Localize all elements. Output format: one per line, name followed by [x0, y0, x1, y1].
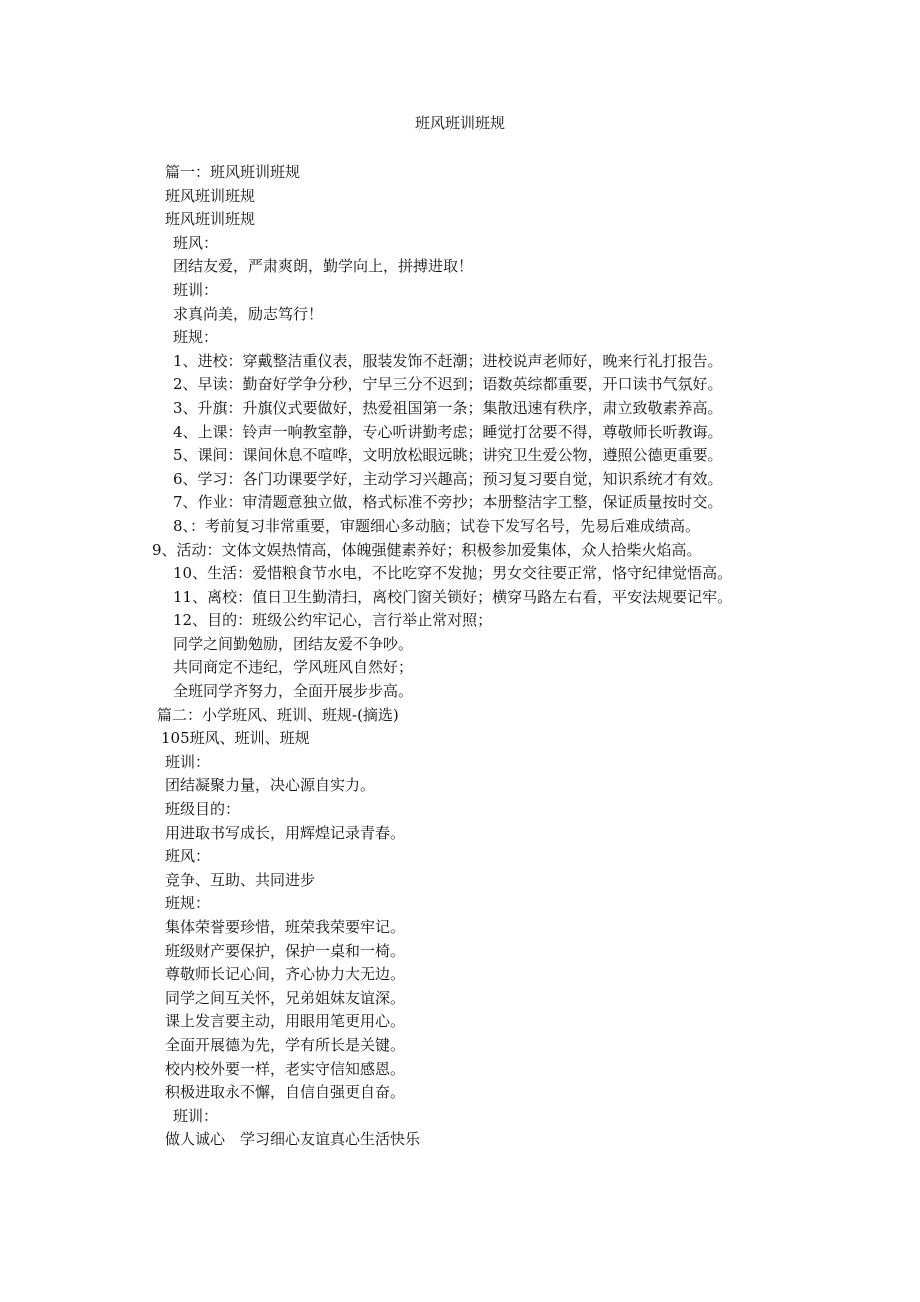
rule-item: 9、活动：文体文娱热情高，体魄强健素养好；积极参加爱集体，众人拾柴火焰高。: [152, 540, 702, 559]
rule-item: 全面开展德为先，学有所长是关键。: [165, 1035, 406, 1054]
rule-item: 集体荣誉要珍惜，班荣我荣要牢记。: [165, 918, 406, 936]
text-line: 班训：: [165, 752, 211, 771]
text-line: 同学之间勤勉励，团结友爱不争吵。: [173, 634, 414, 653]
rule-item: 校内校外要一样，老实守信知感恩。: [165, 1059, 406, 1078]
document-body: [0, 161, 920, 1152]
rule-item: 2、早读：勤奋好学争分秒，宁早三分不迟到；语数英综都重要，开口读书气氛好。: [173, 375, 723, 394]
rule-item: 7、作业：审清题意独立做，格式标准不旁抄；本册整洁字工整，保证质量按时交。: [173, 493, 723, 512]
text-line: 班风：: [165, 847, 211, 866]
text-line: 班风：: [173, 233, 219, 252]
rule-item: 尊敬师长记心间，齐心协力大无边。: [165, 965, 406, 984]
rule-item: 同学之间互关怀，兄弟姐妹友谊深。: [165, 988, 406, 1007]
rule-item: 课上发言要主动，用眼用笔更用心。: [165, 1012, 406, 1031]
text-line: 班风班训班规: [165, 210, 256, 229]
rule-item: 3、升旗：升旗仪式要做好，热爱祖国第一条；集散迅速有秩序，肃立致敬素养高。: [173, 398, 723, 417]
text-line: 做人诚心 学习细心友谊真心生活快乐: [165, 1130, 421, 1149]
section-heading: 篇二：小学班风、班训、班规-(摘选): [157, 705, 399, 724]
text-line: 班训：: [173, 280, 219, 299]
rule-item: 积极进取永不懈，自信自强更自奋。: [165, 1083, 406, 1102]
rule-item: 1、进校：穿戴整洁重仪表，服装发饰不赶潮；进校说声老师好，晚来行礼打报告。: [173, 351, 723, 370]
rule-item: 6、学习：各门功课要学好，主动学习兴趣高；预习复习要自觉，知识系统才有效。: [173, 469, 723, 488]
rule-item: 4、上课：铃声一响教室静，专心听讲勤考虑；睡觉打岔要不得，尊敬师长听教诲。: [173, 422, 723, 441]
text-line: 团结友爱，严肃爽朗，勤学向上，拼搏进取！: [173, 257, 474, 276]
text-line: 班风班训班规: [165, 186, 256, 205]
section-heading: 篇一：班风班训班规: [165, 163, 301, 181]
text-line: 团结凝聚力量，决心源自实力。: [165, 776, 376, 795]
text-line: 共同商定不违纪，学风班风自然好；: [173, 658, 414, 677]
rule-item: 11、离校：值日卫生勤清扫，离校门窗关锁好；横穿马路左右看，平安法规要记牢。: [173, 587, 733, 606]
text-line: 全班同学齐努力，全面开展步步高。: [173, 682, 414, 701]
rule-item: 5、课间：课间休息不喧哗，文明放松眼远眺；讲究卫生爱公物，遵照公德更重要。: [173, 446, 723, 465]
text-line: 用进取书写成长，用辉煌记录青春。: [165, 823, 406, 842]
rule-item: 12、目的：班级公约牢记心，言行举止常对照；: [173, 611, 493, 630]
text-line: 105班风、班训、班规: [161, 729, 310, 748]
text-line: 班训：: [173, 1106, 219, 1125]
rule-item: 8、：考前复习非常重要，审题细心多动脑；试卷下发写名号，先易后难成绩高。: [173, 516, 701, 535]
text-line: 班级目的：: [165, 800, 241, 819]
text-line: 班规：: [173, 328, 219, 347]
text-line: 班规：: [165, 894, 211, 913]
rule-item: 10、生活：爱惜粮食节水电，不比吃穿不发抛；男女交往要正常，恪守纪律觉悟高。: [173, 564, 733, 583]
text-line: 求真尚美，励志笃行！: [173, 304, 324, 323]
document-title: 班风班训班规: [414, 114, 505, 132]
text-line: 竞争、互助、共同进步: [165, 870, 316, 889]
rule-item: 班级财产要保护，保护一桌和一椅。: [165, 941, 406, 960]
